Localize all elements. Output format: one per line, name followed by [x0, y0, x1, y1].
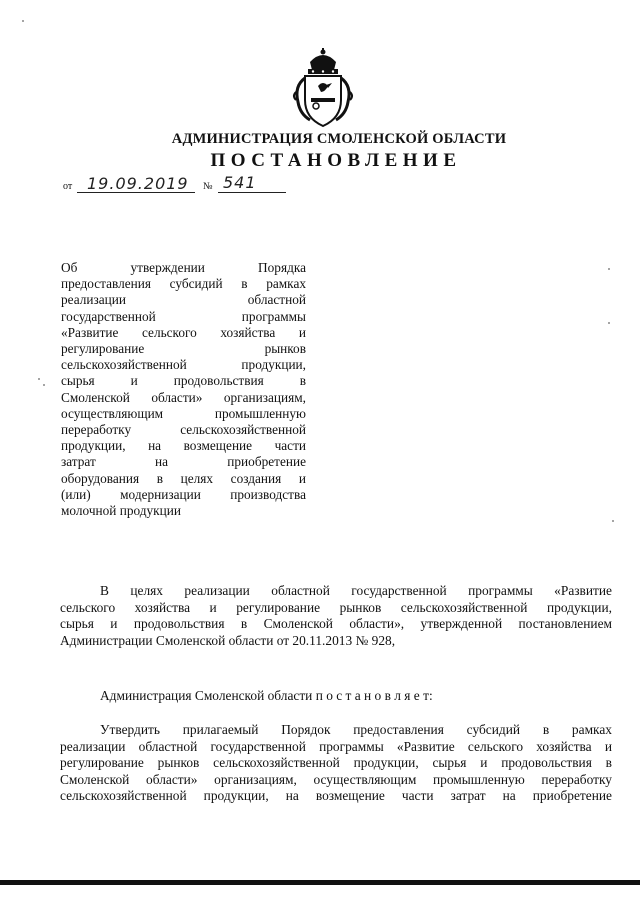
- date-from-label: от: [63, 181, 73, 192]
- decree-line: Администрация Смоленской области п о с т а н о в л я е т:: [100, 688, 433, 703]
- subject-line: (или) модернизации производства: [61, 486, 306, 502]
- preamble-paragraph: [60, 583, 612, 649]
- subject-line: сельскохозяйственной продукции,: [61, 357, 306, 373]
- paragraph-line: Утвердить прилагаемый Порядок предоставления субсидий в рамках: [100, 722, 612, 737]
- paragraph-line: Администрации Смоленской области от 20.11.2013 № 928,: [60, 632, 396, 648]
- organization-title: АДМИНИСТРАЦИЯ СМОЛЕНСКОЙ ОБЛАСТИ: [171, 131, 507, 147]
- subject-line: затрат на приобретение: [61, 454, 306, 470]
- subject-line: государственной программы: [61, 308, 306, 324]
- document-type-title: ПОСТАНОВЛЕНИЕ: [210, 150, 462, 171]
- scan-bottom-edge: [0, 880, 640, 885]
- decree-phrase: [60, 688, 612, 705]
- smolensk-coat-of-arms-icon: [288, 48, 358, 130]
- document-number: 541: [223, 173, 257, 192]
- subject-line: «Развитие сельского хозяйства и: [61, 324, 306, 340]
- subject-line: предоставления субсидий в рамках: [61, 276, 306, 292]
- paragraph-line: сельскохозяйственной продукции, на возмещение части затрат на приобретение: [60, 788, 612, 803]
- number-label: №: [203, 181, 213, 192]
- subject-line: молочной продукции: [61, 503, 181, 519]
- scan-speck: [608, 268, 610, 270]
- subject-line: реализации областной: [61, 292, 306, 308]
- paragraph-line: сырья и продовольствия в Смоленской области», утвержденной постановлением: [60, 616, 612, 631]
- subject-line: Смоленской области» организациям,: [61, 389, 306, 405]
- scan-speck: [43, 384, 45, 386]
- resolution-paragraph: [60, 722, 612, 805]
- date-value: 19.09.2019: [87, 174, 189, 193]
- scan-speck: [608, 322, 610, 324]
- subject-line: сырья и продовольствия в: [61, 373, 306, 389]
- subject-line: регулирование рынков: [61, 341, 306, 357]
- scan-speck: [22, 20, 24, 22]
- subject-line: Об утверждении Порядка: [61, 260, 306, 275]
- paragraph-line: Смоленской области» организациям, осуществляющим промышленную переработку: [60, 771, 612, 787]
- paragraph-line: реализации областной государственной программы «Развитие сельского хозяйства и: [60, 738, 612, 754]
- subject-heading: [61, 260, 306, 519]
- paragraph-line: регулирование рынков сельскохозяйственной продукции, сырья и продовольствия в: [60, 755, 612, 770]
- date-number-line: [63, 172, 303, 194]
- scan-speck: [612, 520, 614, 522]
- subject-line: осуществляющим промышленную: [61, 405, 306, 421]
- paragraph-line: В целях реализации областной государственной программы «Развитие: [100, 583, 612, 598]
- scan-speck: [38, 378, 40, 380]
- paragraph-line: сельского хозяйства и регулирование рынков сельскохозяйственной продукции,: [60, 599, 612, 615]
- subject-line: оборудования в целях создания и: [61, 470, 306, 486]
- subject-line: продукции, на возмещение части: [61, 438, 306, 454]
- subject-line: переработку сельскохозяйственной: [61, 422, 306, 438]
